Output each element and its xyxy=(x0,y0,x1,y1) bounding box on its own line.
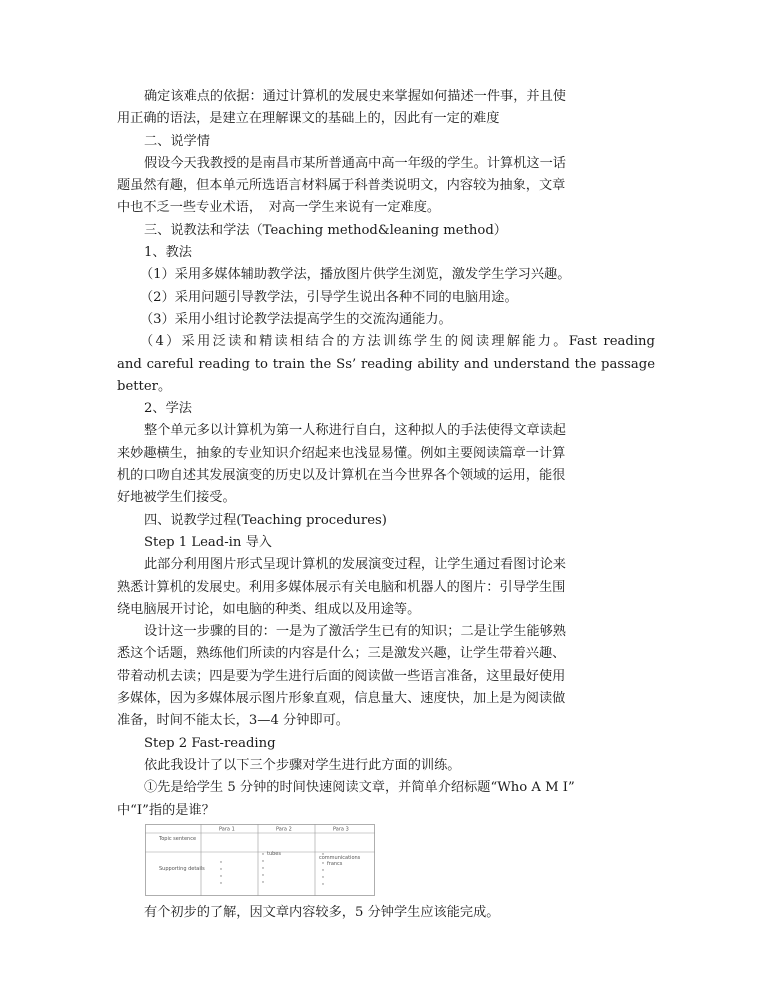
table-header-para2: Para 2 xyxy=(276,826,292,833)
table-cell-para3-item1: communications xyxy=(319,854,361,861)
paragraph-line: 题虽然有趣，但本单元所选语言材料属于科普类说明文，内容较为抽象，文章 xyxy=(117,178,566,194)
paragraph-line: （3）采用小组讨论教学法提高学生的交流沟通能力。 xyxy=(140,311,452,327)
table-row-label-supporting: Supporting details xyxy=(159,865,205,872)
paragraph-line: 准备，时间不能太长，3—4 分钟即可。 xyxy=(117,713,349,729)
document-page xyxy=(117,86,655,924)
paragraph-line: 设计这一步骤的目的：一是为了激活学生已有的知识；二是让学生能够熟 xyxy=(144,624,566,640)
paragraph-line: 带着动机去读；四是要为学生进行后面的阅读做一些语言准备，这里最好使用 xyxy=(117,668,566,684)
paragraph-line: 假设今天我教授的是南昌市某所普通高中高一年级的学生。计算机这一话 xyxy=(144,155,566,171)
paragraph-line: 用正确的语法，是建立在理解课文的基础上的，因此有一定的难度 xyxy=(117,111,500,127)
paragraph-line: 多媒体，因为多媒体展示图片形象直观，信息量大、速度快，加上是为阅读做 xyxy=(117,691,566,707)
paragraph-line: and careful reading to train the Ss’ reading ability and understand the passage xyxy=(117,356,655,372)
paragraph-line: 好地被学生们接受。 xyxy=(117,490,236,506)
paragraph-line: better。 xyxy=(117,378,172,394)
paragraph-line: （4）采用泛读和精读相结合的方法训练学生的阅读理解能力。Fast reading xyxy=(140,334,655,350)
paragraph-line: 依此我设计了以下三个步骤对学生进行此方面的训练。 xyxy=(144,757,461,773)
paragraph-line: （2）采用问题引导教学法，引导学生说出各种不同的电脑用途。 xyxy=(140,289,518,305)
paragraph-line: 四、说教学过程(Teaching procedures) xyxy=(144,512,387,528)
table-header-para1: Para 1 xyxy=(219,826,235,833)
paragraph-line: 2、学法 xyxy=(144,401,192,417)
paragraph-line: 悉这个话题，熟练他们所读的内容是什么；三是激发兴趣，让学生带着兴趣、 xyxy=(117,646,566,662)
paragraph-line: 确定该难点的依据：通过计算机的发展史来掌握如何描述一件事，并且使 xyxy=(144,89,566,104)
table-row-label-topic: Topic sentence xyxy=(159,835,197,842)
paragraph-line: 中也不乏一些专业术语， 对高一学生来说有一定难度。 xyxy=(117,200,441,216)
paragraph-line: 二、说学情 xyxy=(144,133,210,149)
table-bullet-marks xyxy=(220,850,323,884)
paragraph-line: Step 1 Lead-in 导入 xyxy=(144,534,272,550)
paragraph-table-figure xyxy=(145,824,375,896)
table-cell-para3-item2: francs xyxy=(327,860,343,867)
paragraph-line: 1、教法 xyxy=(144,245,192,261)
table-cell-para2-item: tubes xyxy=(267,850,281,857)
paragraph-line: （1）采用多媒体辅助教学法，播放图片供学生浏览，激发学生学习兴趣。 xyxy=(140,267,571,283)
paragraph-line: 熟悉计算机的发展史。利用多媒体展示有关电脑和机器人的图片：引导学生围 xyxy=(117,579,566,595)
paragraph-line: 中“I”指的是谁？ xyxy=(117,802,215,818)
paragraph-line: 机的口吻自述其发展演变的历史以及计算机在当今世界各个领域的运用，能很 xyxy=(117,468,566,484)
paragraph-line: 来妙趣横生，抽象的专业知识介绍起来也浅显易懂。例如主要阅读篇章一计算 xyxy=(117,445,566,461)
paragraph-line: 此部分利用图片形式呈现计算机的发展演变过程，让学生通过看图讨论来 xyxy=(144,557,566,573)
paragraph-line: 整个单元多以计算机为第一人称进行自白，这种拟人的手法使得文章读起 xyxy=(144,423,566,439)
paragraph-line-after-table: 有个初步的了解，因文章内容较多，5 分钟学生应该能完成。 xyxy=(144,904,500,920)
table-header-para3: Para 3 xyxy=(333,826,349,833)
body-text xyxy=(117,86,655,822)
paragraph-line: ①先是给学生 5 分钟的时间快速阅读文章，并简单介绍标题“Who A M I” xyxy=(144,780,575,796)
paragraph-line: 三、说教法和学法（Teaching method&leaning method） xyxy=(144,222,507,238)
table-figure-svg xyxy=(145,824,375,896)
paragraph-line: 绕电脑展开讨论，如电脑的种类、组成以及用途等。 xyxy=(117,601,421,617)
paragraph-line: Step 2 Fast-reading xyxy=(144,735,276,751)
